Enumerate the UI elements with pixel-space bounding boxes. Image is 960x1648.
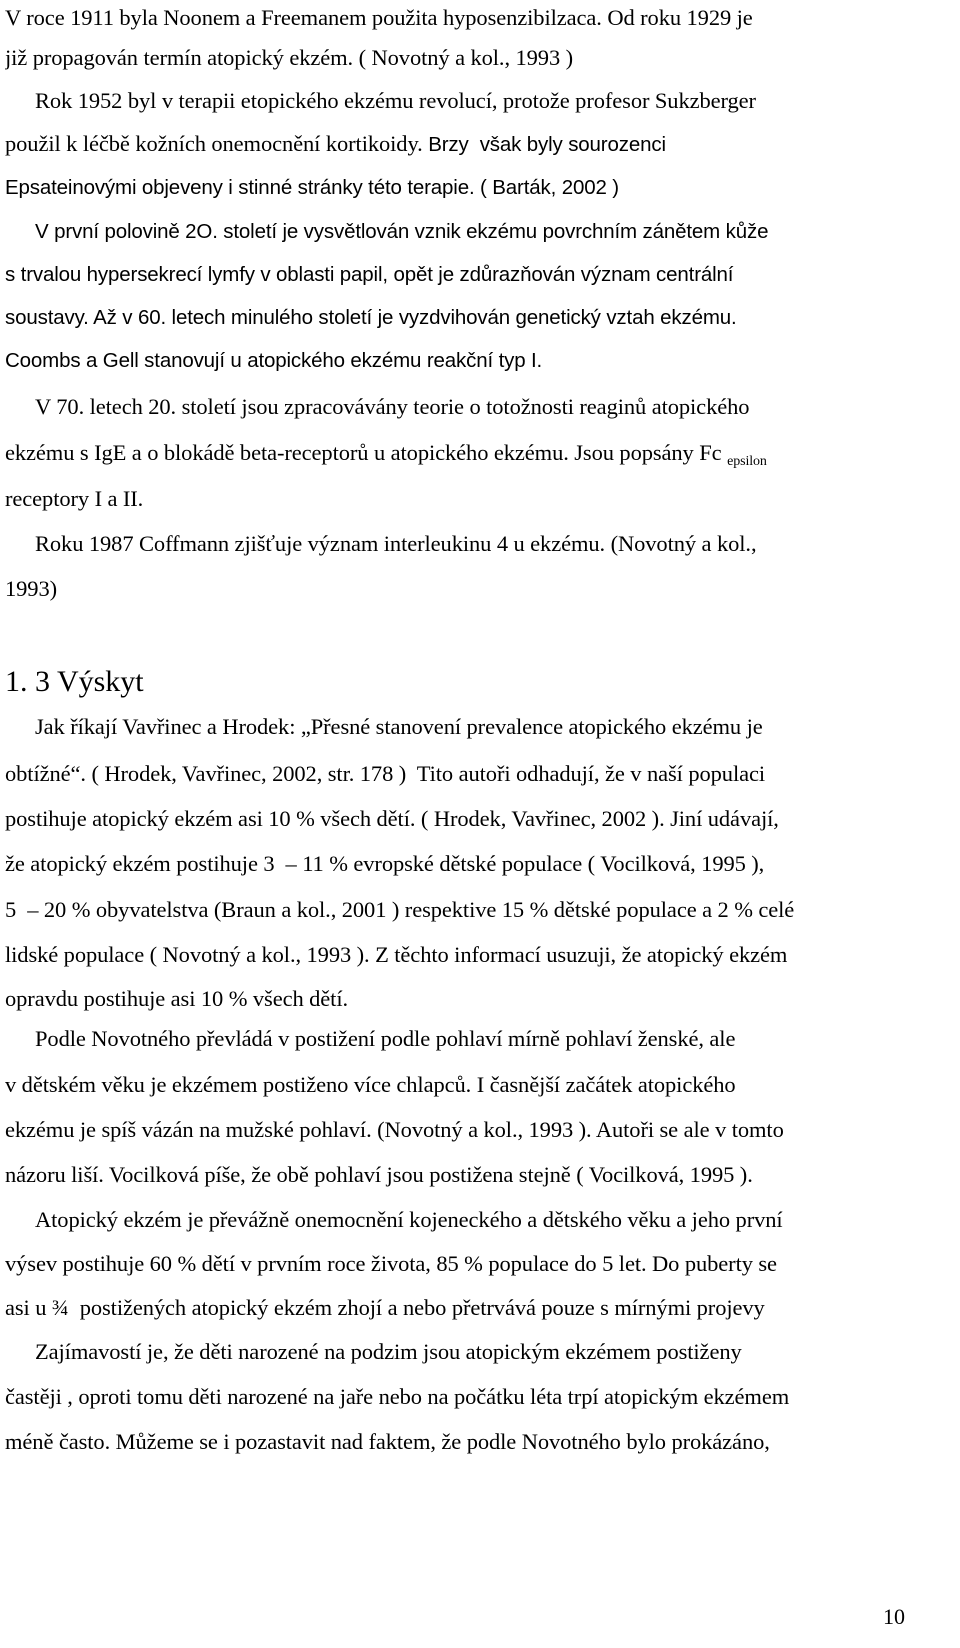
text-line: lidské populace ( Novotný a kol., 1993 ). Z těchto informací usuzuji, že atopický ekzém [5, 942, 788, 967]
text-line: častěji , oproti tomu děti narozené na jaře nebo na počátku léta trpí atopickým ekzémem [5, 1384, 790, 1409]
text-line: V roce 1911 byla Noonem a Freemanem použita hyposenzibilzaca. Od roku 1929 je [5, 5, 753, 30]
text-line: Podle Novotného převládá v postižení podle pohlaví mírně pohlaví ženské, ale [35, 1026, 736, 1051]
text-line: již propagován termín atopický ekzém. ( Novotný a kol., 1993 ) [5, 45, 574, 70]
text-line: Jak říkají Vavřinec a Hrodek: „Přesné stanovení prevalence atopického ekzému je [35, 714, 763, 739]
text-line: 5 – 20 % obyvatelstva (Braun a kol., 2001 ) respektive 15 % dětské populace a 2 % celé [5, 897, 795, 922]
text-line: Rok 1952 byl v terapii etopického ekzému revolucí, protože profesor Sukzberger [35, 88, 756, 113]
text-line: soustavy. Až v 60. letech minulého století je vyzdvihován genetický vztah ekzému. [5, 306, 737, 329]
text-line: V první polovině 2O. století je vysvětlován vznik ekzému povrchním zánětem kůže [35, 220, 769, 243]
text-line: výsev postihuje 60 % dětí v prvním roce života, 85 % populace do 5 let. Do puberty se [5, 1251, 777, 1276]
text-line: Zajímavostí je, že děti narozené na podzim jsou atopickým ekzémem postiženy [35, 1339, 742, 1364]
text-line: že atopický ekzém postihuje 3 – 11 % evropské dětské populace ( Vocilková, 1995 ), [5, 851, 765, 876]
text-line: ekzému s IgE a o blokádě beta-receptorů u atopického ekzému. Jsou popsány Fc $_{epsilon}$ [5, 440, 767, 469]
text-line: Epsateinovými objeveny i stinné stránky této terapie. ( Barták, 2002 ) [5, 176, 619, 199]
text-line: asi u ¾ postižených atopický ekzém zhojí a nebo přetrvává pouze s mírnými projevy [5, 1295, 765, 1320]
text-line: s trvalou hypersekrecí lymfy v oblasti papil, opět je zdůrazňován význam centrální [5, 263, 734, 286]
text-line: Roku 1987 Coffmann zjišťuje význam interleukinu 4 u ekzému. (Novotný a kol., [35, 531, 757, 556]
text-line: v dětském věku je ekzémem postiženo více chlapců. I časnější začátek atopického [5, 1072, 736, 1097]
text-line: obtížné“. ( Hrodek, Vavřinec, 2002, str. 178 ) Tito autoři odhadují, že v naší populaci [5, 761, 766, 786]
page-number: 10 [883, 1604, 905, 1629]
text-line: méně často. Můžeme se i pozastavit nad faktem, že podle Novotného bylo prokázáno, [5, 1429, 770, 1454]
text-line: Atopický ekzém je převážně onemocnění kojeneckého a dětského věku a jeho první [35, 1207, 783, 1232]
text-line: ekzému je spíš vázán na mužské pohlaví. (Novotný a kol., 1993 ). Autoři se ale v tomto [5, 1117, 784, 1142]
text-line: názoru liší. Vocilková píše, že obě pohlaví jsou postižena stejně ( Vocilková, 1995 ). [5, 1162, 753, 1187]
text-line: 1993) [5, 576, 57, 601]
text-line: postihuje atopický ekzém asi 10 % všech dětí. ( Hrodek, Vavřinec, 2002 ). Jiní udávají, [5, 806, 779, 831]
text-line: receptory I a II. [5, 486, 144, 511]
text-line: V 70. letech 20. století jsou zpracovávány teorie o totožnosti reaginů atopického [35, 394, 750, 419]
text-line: opravdu postihuje asi 10 % všech dětí. [5, 986, 349, 1011]
text-line: Coombs a Gell stanovují u atopického ekzému reakční typ I. [5, 349, 543, 372]
section-heading: 1. 3 Výskyt [5, 665, 144, 698]
text-line: použil k léčbě kožních onemocnění kortikoidy. Brzy však byly sourozenci [5, 131, 666, 156]
subscript: epsilon [727, 454, 767, 469]
